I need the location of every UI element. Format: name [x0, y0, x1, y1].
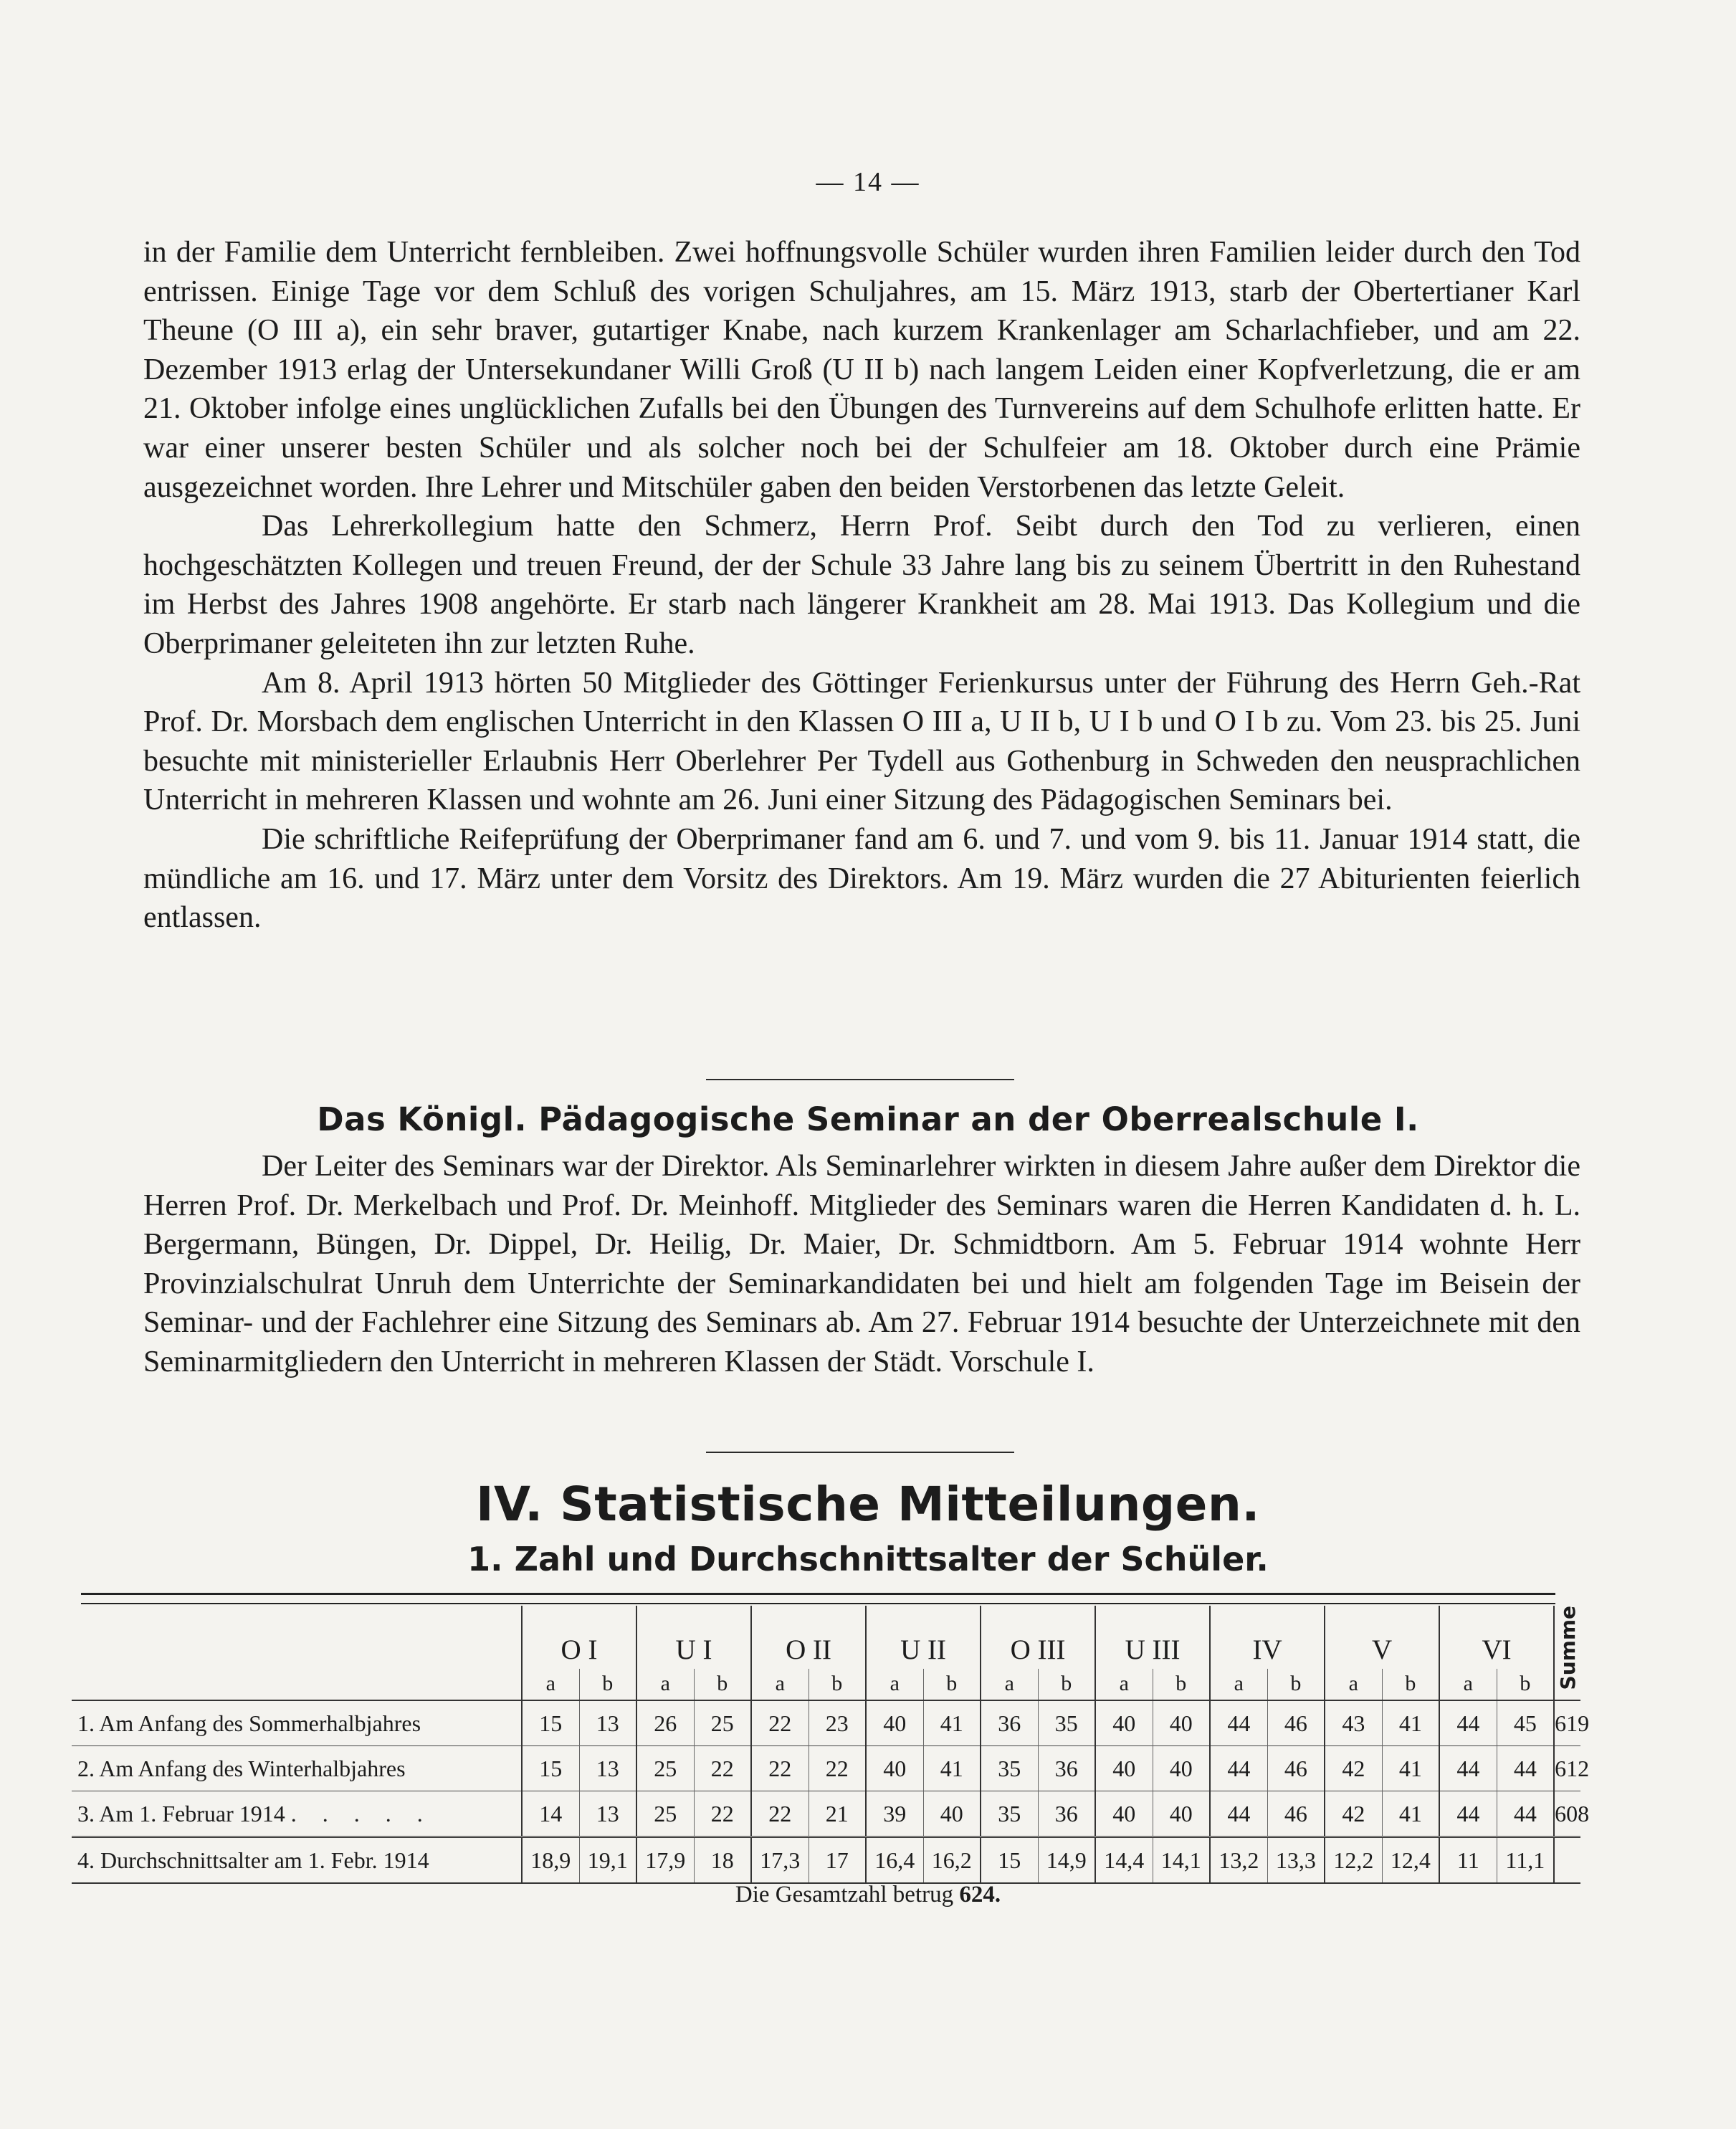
- table-cell: 39: [866, 1791, 923, 1837]
- table-cell: 17: [809, 1837, 866, 1884]
- table-cell: 44: [1439, 1791, 1497, 1837]
- table-cell: 13: [579, 1791, 636, 1837]
- table-cell: 25: [636, 1791, 694, 1837]
- table-top-rule: [81, 1593, 1555, 1595]
- subcolumn-header: a: [1325, 1669, 1382, 1701]
- table-cell: 44: [1497, 1791, 1554, 1837]
- chapter-heading: IV. Statistische Mitteilungen.: [475, 1477, 1260, 1532]
- table-cell: 40: [866, 1700, 923, 1746]
- table-cell: 46: [1267, 1746, 1325, 1791]
- table-cell: 40: [1153, 1791, 1210, 1837]
- class-header: U III: [1095, 1606, 1210, 1669]
- page-number: — 14 —: [816, 167, 920, 197]
- table-cell: 12,2: [1325, 1837, 1382, 1884]
- table-cell: 40: [1095, 1700, 1153, 1746]
- table-cell: 44: [1210, 1746, 1267, 1791]
- class-header: O II: [751, 1606, 866, 1669]
- footnote-value: 624.: [959, 1882, 1001, 1907]
- subcolumn-header: a: [1095, 1669, 1153, 1701]
- subcolumn-header: b: [1267, 1669, 1325, 1701]
- row-label: [72, 1700, 522, 1746]
- table-cell: 41: [923, 1746, 981, 1791]
- table-row: [72, 1791, 1580, 1837]
- row-label-text: 4. Durchschnittsalter am 1. Febr. 1914: [77, 1847, 429, 1873]
- subcolumn-header: b: [923, 1669, 981, 1701]
- table-cell: 15: [522, 1700, 579, 1746]
- row-label: [72, 1791, 522, 1837]
- table-cell: 41: [1382, 1791, 1439, 1837]
- table-cell: 13,2: [1210, 1837, 1267, 1884]
- table-cell: 14: [522, 1791, 579, 1837]
- row-label: [72, 1837, 522, 1884]
- table-row: [72, 1837, 1580, 1884]
- class-header: O I: [522, 1606, 636, 1669]
- table-cell: 40: [1153, 1700, 1210, 1746]
- subcolumn-header: b: [1153, 1669, 1210, 1701]
- table-cell: 16,2: [923, 1837, 981, 1884]
- row-label-text: 3. Am 1. Februar 1914: [77, 1800, 285, 1826]
- class-header: U I: [636, 1606, 751, 1669]
- table-cell: 13,3: [1267, 1837, 1325, 1884]
- subcolumn-header: a: [636, 1669, 694, 1701]
- total-cell: [1554, 1837, 1580, 1884]
- table-cell: 13: [579, 1700, 636, 1746]
- table-cell: 41: [1382, 1746, 1439, 1791]
- table-cell: 35: [981, 1746, 1038, 1791]
- table-cell: 14,1: [1153, 1837, 1210, 1884]
- table-cell: 13: [579, 1746, 636, 1791]
- table-top-rule: [81, 1603, 1555, 1604]
- total-header: [1554, 1606, 1580, 1700]
- table-cell: 21: [809, 1791, 866, 1837]
- subcolumn-header: a: [866, 1669, 923, 1701]
- table-footnote: [0, 1882, 1736, 1908]
- subcolumn-header: a: [751, 1669, 809, 1701]
- paragraph: in der Familie dem Unterricht fernbleiben. Zwei hoffnungsvolle Schüler wurden ihren Familien leider durch den Tod entrissen. Einige Tage vor dem Schluß des vorigen Schuljahres, am 15. März 1913, starb der Obertertianer Karl Theune (O III a), ein sehr braver, gutartiger Knabe, nach kurzem Krankenlager am Scharlachfieber, und am 22. Dezember 1913 erlag der Untersekundaner Willi Groß (U II b) nach langem Leiden einer Kopfverletzung, die er am 21. Oktober infolge eines unglücklichen Zufalls bei den Übungen des Turnvereins auf dem Schulhofe erlitten hatte. Er war einer unserer besten Schüler und als solcher noch bei der Schulfeier am 18. Oktober durch eine Prämie ausgezeichnet worden. Ihre Lehrer und Mitschüler gaben den beiden Verstorbenen das letzte Geleit.: [143, 236, 1580, 504]
- total-cell: 619: [1554, 1700, 1580, 1746]
- table-row: [72, 1700, 1580, 1746]
- table-cell: 15: [981, 1837, 1038, 1884]
- table-cell: 41: [1382, 1700, 1439, 1746]
- table-cell: 16,4: [866, 1837, 923, 1884]
- table-cell: 23: [809, 1700, 866, 1746]
- class-header: O III: [981, 1606, 1095, 1669]
- subcolumn-header: a: [522, 1669, 579, 1701]
- table-cell: 22: [751, 1700, 809, 1746]
- total-cell: 608: [1554, 1791, 1580, 1837]
- divider: [706, 1452, 1014, 1453]
- table-cell: 44: [1210, 1791, 1267, 1837]
- table-cell: 36: [1038, 1791, 1095, 1837]
- footnote-text: Die Gesamtzahl betrug: [735, 1882, 954, 1907]
- section-text-2: [143, 1147, 1580, 1382]
- class-header: V: [1325, 1606, 1439, 1669]
- table-cell: 22: [694, 1746, 751, 1791]
- table-cell: 19,1: [579, 1837, 636, 1884]
- table-cell: 22: [809, 1746, 866, 1791]
- table-cell: 14,4: [1095, 1837, 1153, 1884]
- table-cell: 40: [1095, 1791, 1153, 1837]
- class-header: U II: [866, 1606, 981, 1669]
- paragraph: Der Leiter des Seminars war der Direktor. Als Seminarlehrer wirkten in diesem Jahre außer dem Direktor die Herren Prof. Dr. Merkelbach und Prof. Dr. Meinhoff. Mitglieder des Seminars waren die Herren Kandidaten d. h. L. Bergermann, Büngen, Dr. Dippel, Dr. Heilig, Dr. Maier, Dr. Schmidtborn. Am 5. Februar 1914 wohnte Herr Provinzialschulrat Unruh dem Unterrichte der Seminarkandidaten bei und hielt am folgenden Tage im Beisein der Seminar- und der Fachlehrer eine Sitzung des Seminars ab. Am 27. Februar 1914 besuchte der Unterzeichnete mit den Seminarmitgliedern den Unterricht in mehreren Klassen der Städt. Vorschule I.: [143, 1150, 1580, 1378]
- table-cell: 41: [923, 1700, 981, 1746]
- table-cell: 36: [1038, 1746, 1095, 1791]
- total-cell: 612: [1554, 1746, 1580, 1791]
- subcolumn-header: b: [1497, 1669, 1554, 1701]
- row-label: [72, 1746, 522, 1791]
- table-cell: 40: [923, 1791, 981, 1837]
- table-cell: 25: [636, 1746, 694, 1791]
- table-cell: 14,9: [1038, 1837, 1095, 1884]
- table-cell: 44: [1439, 1746, 1497, 1791]
- subcolumn-header: b: [809, 1669, 866, 1701]
- table-cell: 46: [1267, 1700, 1325, 1746]
- subcolumn-header: a: [981, 1669, 1038, 1701]
- class-header: IV: [1210, 1606, 1325, 1669]
- table-cell: 44: [1439, 1700, 1497, 1746]
- table-cell: 40: [1095, 1746, 1153, 1791]
- subcolumn-header: a: [1210, 1669, 1267, 1701]
- subcolumn-header: b: [1038, 1669, 1095, 1701]
- table-cell: 35: [981, 1791, 1038, 1837]
- table-heading: 1. Zahl und Durchschnittsalter der Schüler.: [467, 1540, 1269, 1578]
- table-cell: 17,3: [751, 1837, 809, 1884]
- table-cell: 42: [1325, 1746, 1382, 1791]
- table-cell: 42: [1325, 1791, 1382, 1837]
- table-cell: 22: [751, 1791, 809, 1837]
- class-group-header-row: [72, 1606, 1580, 1669]
- row-label-text: 2. Am Anfang des Winterhalbjahres: [77, 1755, 406, 1781]
- paragraph: Am 8. April 1913 hörten 50 Mitglieder des Göttinger Ferienkursus unter der Führung des Herrn Geh.-Rat Prof. Dr. Morsbach dem englischen Unterricht in den Klassen O III a, U II b, U I b und O I b zu. Vom 23. bis 25. Juni besuchte mit ministerieller Erlaubnis Herr Oberlehrer Per Tydell aus Gothenburg in Schweden den neusprachlichen Unterricht in mehreren Klassen und wohnte am 26. Juni einer Sitzung des Pädagogischen Seminars bei.: [143, 666, 1580, 817]
- paragraph: Das Lehrerkollegium hatte den Schmerz, Herrn Prof. Seibt durch den Tod zu verlieren, einen hochgeschätzten Kollegen und treuen Freund, der der Schule 33 Jahre lang bis zu seinem Übertritt in den Ruhestand im Herbst des Jahres 1908 angehörte. Er starb nach längerer Krankheit am 28. Mai 1913. Das Kollegium und die Oberprimaner geleiteten ihn zur letzten Ruhe.: [143, 510, 1580, 660]
- class-header: VI: [1439, 1606, 1554, 1669]
- subcolumn-header: a: [1439, 1669, 1497, 1701]
- table-cell: 44: [1497, 1746, 1554, 1791]
- table-cell: 17,9: [636, 1837, 694, 1884]
- section-text-1: [143, 233, 1580, 938]
- table-cell: 35: [1038, 1700, 1095, 1746]
- paragraph: Die schriftliche Reifeprüfung der Oberprimaner fand am 6. und 7. und vom 9. bis 11. Januar 1914 statt, die mündliche am 16. und 17. März unter dem Vorsitz des Direktors. Am 19. März wurden die 27 Abiturienten feierlich entlassen.: [143, 822, 1580, 935]
- divider: [706, 1079, 1014, 1080]
- table-cell: 11,1: [1497, 1837, 1554, 1884]
- table-cell: 44: [1210, 1700, 1267, 1746]
- table-cell: 25: [694, 1700, 751, 1746]
- subcolumn-header: b: [579, 1669, 636, 1701]
- statistics-table: [72, 1606, 1590, 1884]
- table-cell: 22: [751, 1746, 809, 1791]
- table-cell: 18: [694, 1837, 751, 1884]
- subcolumn-header: b: [1382, 1669, 1439, 1701]
- row-label-text: 1. Am Anfang des Sommerhalbjahres: [77, 1710, 421, 1736]
- table-cell: 15: [522, 1746, 579, 1791]
- table-cell: 46: [1267, 1791, 1325, 1837]
- table-row: [72, 1746, 1580, 1791]
- table-cell: 40: [866, 1746, 923, 1791]
- table-cell: 18,9: [522, 1837, 579, 1884]
- subcolumn-header: b: [694, 1669, 751, 1701]
- row-label-header: [72, 1606, 522, 1700]
- table-cell: 36: [981, 1700, 1038, 1746]
- table-cell: 43: [1325, 1700, 1382, 1746]
- table-cell: 26: [636, 1700, 694, 1746]
- table-cell: 11: [1439, 1837, 1497, 1884]
- table-cell: 45: [1497, 1700, 1554, 1746]
- total-header-label: Summe: [1555, 1606, 1580, 1690]
- table-cell: 22: [694, 1791, 751, 1837]
- section-heading: Das Königl. Pädagogische Seminar an der Oberrealschule I.: [317, 1100, 1419, 1138]
- table-cell: 12,4: [1382, 1837, 1439, 1884]
- table-cell: 40: [1153, 1746, 1210, 1791]
- row-label-leader: . . . . .: [290, 1800, 433, 1826]
